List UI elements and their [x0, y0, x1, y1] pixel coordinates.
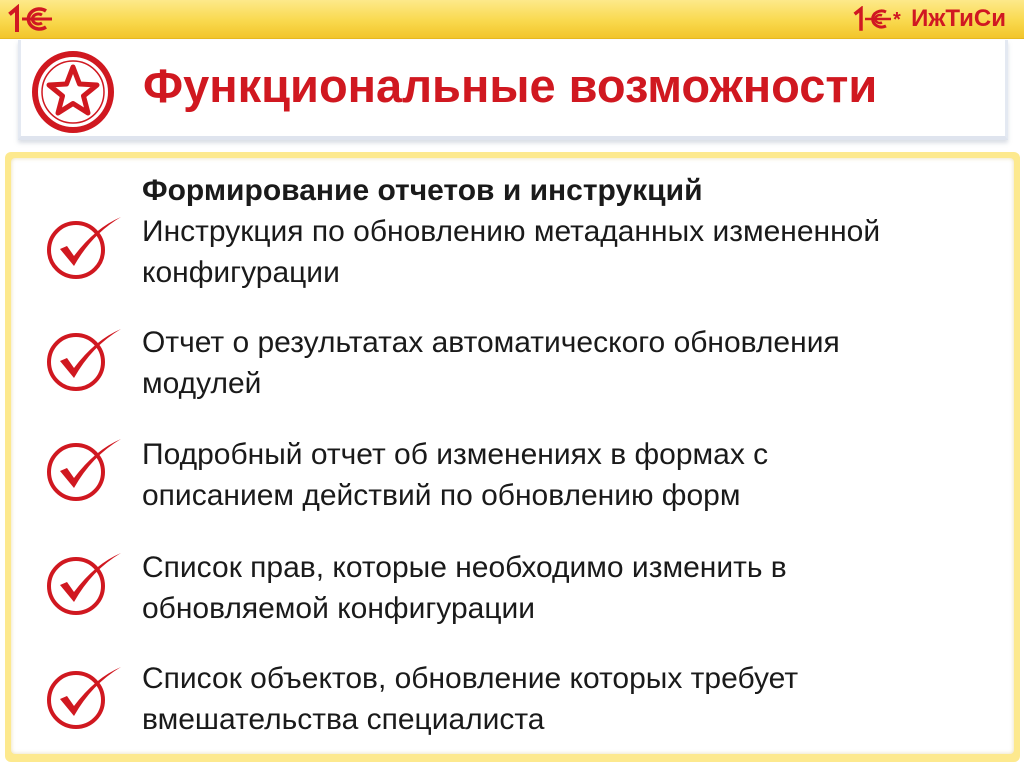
check-icon	[47, 664, 125, 730]
item-line: обновляемой конфигурации	[142, 592, 536, 625]
header-bar	[0, 0, 1024, 39]
item-line: Подробный отчет об изменениях в формах с	[142, 438, 769, 471]
item-line: Отчет о результатах автоматического обновления	[142, 326, 840, 359]
item-line: конфигурации	[142, 256, 340, 289]
1c-logo-icon	[8, 4, 54, 34]
check-icon	[47, 326, 125, 392]
item-text	[142, 434, 1002, 516]
title-panel	[18, 40, 1008, 140]
star-icon	[31, 50, 115, 134]
item-text	[142, 170, 1002, 293]
item-line: модулей	[142, 367, 262, 400]
item-text	[142, 547, 1002, 629]
item-line: Список объектов, обновление которых требует	[142, 662, 799, 695]
check-icon	[47, 214, 125, 280]
item-text	[142, 322, 1002, 404]
item-line: Инструкция по обновлению метаданных измененной	[142, 215, 881, 248]
1c-star-logo-icon	[853, 6, 909, 32]
item-line: Список прав, которые необходимо изменить в	[142, 551, 787, 584]
check-icon	[47, 436, 125, 502]
company-name: ИжТиСи	[911, 5, 1006, 32]
item-line: описанием действий по обновлению форм	[142, 479, 741, 512]
company-logo	[853, 6, 1006, 32]
item-heading: Формирование отчетов и инструкций	[142, 174, 703, 207]
item-text	[142, 658, 1002, 740]
item-line: вмешательства специалиста	[142, 703, 545, 736]
content-panel	[11, 158, 1014, 754]
page-title: Функциональные возможности	[143, 59, 878, 112]
content-frame	[5, 152, 1020, 762]
svg-text:*: *	[893, 9, 901, 31]
check-icon	[47, 550, 125, 616]
